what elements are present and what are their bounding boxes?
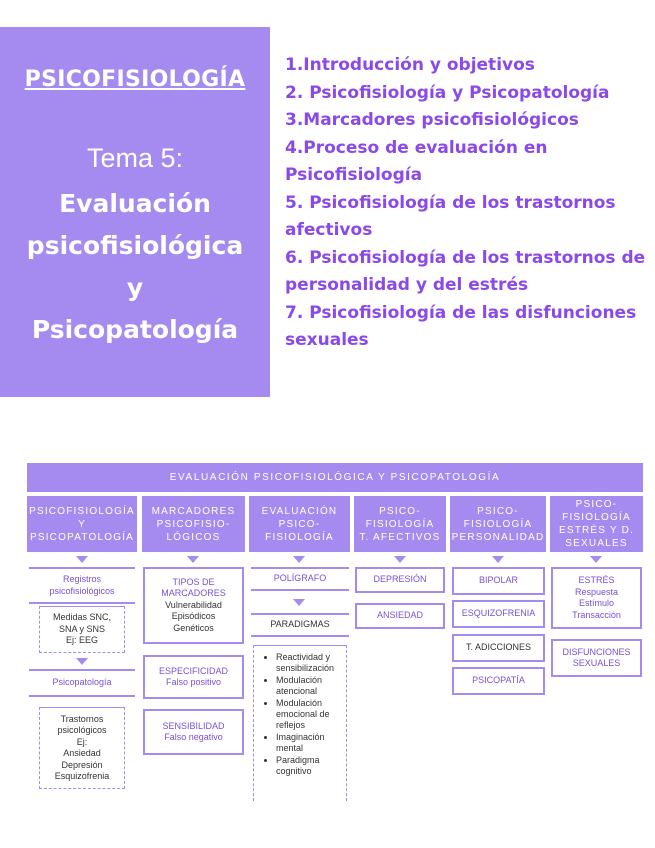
table-of-contents <box>285 52 650 355</box>
toc-item: 3.Marcadores psicofisiológicos <box>285 110 579 130</box>
toc-item: 1.Introducción y objetivos <box>285 55 535 75</box>
cell-head: ESPECIFICIDAD <box>158 665 228 676</box>
toc-item: 6. Psicofisiología de los trastornos de personalidad y del estrés <box>285 247 646 295</box>
cell-trastornos: Trastornos psicológicos Ej: Ansiedad Depresión Esquizofrenia <box>39 707 125 789</box>
subtitle-line: Psicopatología <box>31 315 239 344</box>
arrow-down-icon <box>492 556 504 563</box>
subtitle <box>0 183 270 351</box>
list-item: • Paradigma cognitivo <box>276 755 342 777</box>
arrow-down-icon <box>76 658 88 665</box>
cell-esquizofrenia: ESQUIZOFRENIA <box>452 600 545 628</box>
column-header: PSICO- FISIOLOGÍA ESTRÉS Y D. SEXUALES <box>550 496 643 552</box>
cell-head: TIPOS DE MARCADORES <box>161 576 226 599</box>
subtitle-line: psicofisiológica <box>26 231 244 260</box>
cell-body: Falso positivo <box>165 677 222 687</box>
cell-body: Vulnerabilidad Episódicos Genéticos <box>165 599 222 633</box>
cell-body: Falso negativo <box>164 732 223 742</box>
cell-depresion: DEPRESIÓN <box>355 567 445 593</box>
slide-title: PSICOFISIOLOGÍA <box>24 67 246 92</box>
diagram-header: EVALUACIÓN PSICOFISIOLÓGICA Y PSICOPATOLOGÍA <box>27 463 643 492</box>
cell-adicciones: T. ADICCIONES <box>452 634 545 662</box>
cell-poligrafo: POLÍGRAFO <box>251 567 349 591</box>
cell-psicopatologia: Psicopatología <box>29 669 135 697</box>
cell-disfunciones: DISFUNCIONES SEXUALES <box>551 639 642 677</box>
cell-ansiedad: ANSIEDAD <box>355 603 445 629</box>
subtitle-line: Evaluación <box>59 189 211 218</box>
paradigm-list <box>253 645 347 801</box>
cell-medidas: Medidas SNC, SNA y SNS Ej: EEG <box>39 606 125 653</box>
cell-tipos-marcadores <box>143 567 244 644</box>
cell-head: SENSIBILIDAD <box>162 720 225 731</box>
arrow-down-icon <box>293 599 305 606</box>
arrow-down-icon <box>394 556 406 563</box>
column-header: MARCADORES PSICOFISIO- LÓGICOS <box>142 496 245 552</box>
toc-item: 5. Psicofisiología de los trastornos afectivos <box>285 192 616 240</box>
column-header: PSICO- FISIOLOGÍA T. AFECTIVOS <box>354 496 446 552</box>
cell-paradigmas: PARADIGMAS <box>251 613 349 637</box>
list-item: • Modulación atencional <box>276 675 342 697</box>
column-header: PSICOFISIOLOGÍA Y PSICOPATOLOGÍA <box>27 496 137 552</box>
cell-psicopatia: PSICOPATÍA <box>452 667 545 695</box>
arrow-down-icon <box>590 556 602 563</box>
tema-label: Tema 5: <box>86 143 184 173</box>
arrow-down-icon <box>293 556 305 563</box>
list-item: • Reactividad y sensibilización <box>276 652 342 674</box>
title-panel <box>0 27 270 397</box>
cell-body: Respuesta Estímulo Transacción <box>572 586 621 620</box>
cell-registros: Registros psicofisiológicos <box>29 567 135 604</box>
toc-item: 2. Psicofisiología y Psicopatología <box>285 82 610 103</box>
cell-especificidad <box>143 655 244 699</box>
list-item: • Modulación emocional de reflejos <box>276 698 342 731</box>
toc-item: 7. Psicofisiología de las disfunciones sexuales <box>285 302 637 350</box>
cell-head: ESTRÉS <box>578 575 615 585</box>
arrow-down-icon <box>76 556 88 563</box>
concept-diagram <box>27 463 643 803</box>
column-header: EVALUACIÓN PSICO- FISIOLOGÍA <box>249 496 350 552</box>
cell-bipolar: BIPOLAR <box>452 567 545 595</box>
column-header: PSICO- FISIOLOGÍA PERSONALIDAD <box>450 496 546 552</box>
toc-item: 4.Proceso de evaluación en Psicofisiología <box>285 137 548 185</box>
arrow-down-icon <box>187 556 199 563</box>
list-item: • Imaginación mental <box>276 732 342 754</box>
cell-estres <box>551 567 642 629</box>
subtitle-line: y <box>126 273 144 302</box>
cell-sensibilidad <box>143 709 244 755</box>
